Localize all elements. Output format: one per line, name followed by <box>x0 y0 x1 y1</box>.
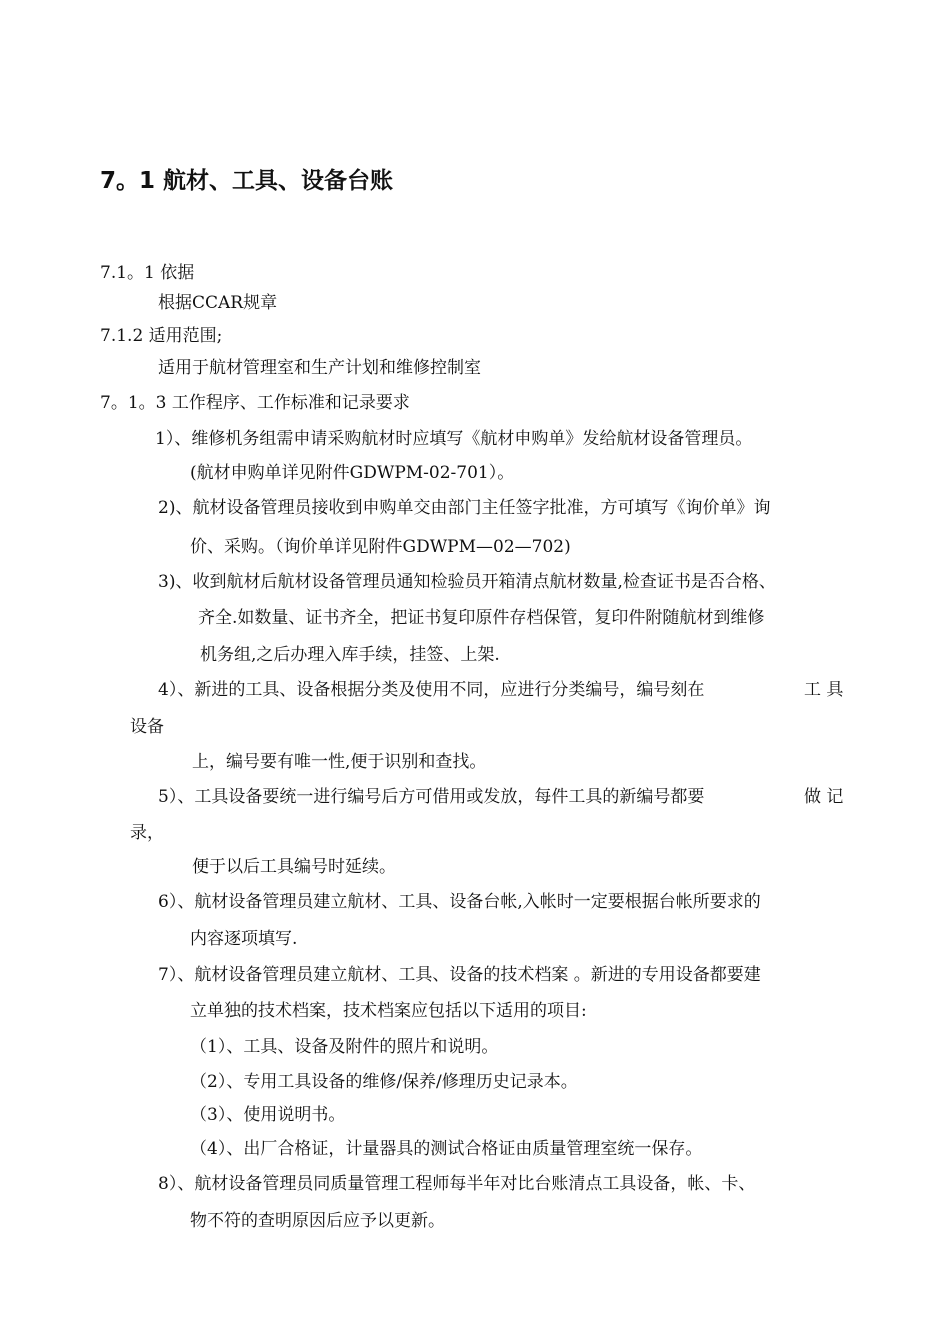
section-heading-basis: 7.1。1 依据 <box>100 263 195 283</box>
section-heading-scope: 7.1.2 适用范围; <box>100 326 223 346</box>
item-5-line-3: 便于以后工具编号时延续。 <box>192 857 396 877</box>
item-7-sub-3: （3）、使用说明书。 <box>190 1105 346 1125</box>
item-4-line-3: 上，编号要有唯一性,便于识别和查找。 <box>192 752 487 772</box>
item-8-line-1: 8）、航材设备管理员同质量管理工程师每半年对比台账清点工具设备，帐、卡、 <box>158 1174 756 1194</box>
item-2-line-1: 2)、航材设备管理员接收到申购单交由部门主任签字批准，方可填写《询价单》询 <box>158 498 771 518</box>
item-5-line-1-tail: 做 记 <box>804 787 844 807</box>
section-heading-procedure: 7。1。3 工作程序、工作标准和记录要求 <box>100 393 410 413</box>
item-6-line-1: 6）、航材设备管理员建立航材、工具、设备台帐,入帐时一定要根据台帐所要求的 <box>158 892 761 912</box>
item-7-line-1: 7）、航材设备管理员建立航材、工具、设备的技术档案 。新进的专用设备都要建 <box>158 965 761 985</box>
item-7-sub-4: （4）、出厂合格证，计量器具的测试合格证由质量管理室统一保存。 <box>190 1139 703 1159</box>
item-4-line-1: 4）、新进的工具、设备根据分类及使用不同，应进行分类编号，编号刻在 <box>158 680 705 700</box>
item-3-line-2: 齐全.如数量、证书齐全，把证书复印原件存档保管，复印件附随航材到维修 <box>198 608 765 628</box>
item-7-sub-1: （1）、工具、设备及附件的照片和说明。 <box>190 1037 499 1057</box>
item-1-line-2: (航材申购单详见附件GDWPM-02-701）。 <box>190 463 515 483</box>
item-5-line-1: 5）、工具设备要统一进行编号后方可借用或发放，每件工具的新编号都要 <box>158 787 705 807</box>
page-title: 7。1 航材、工具、设备台账 <box>100 168 394 194</box>
section-body-scope: 适用于航材管理室和生产计划和维修控制室 <box>158 358 481 378</box>
item-5-line-2: 录， <box>130 823 164 843</box>
section-body-basis: 根据CCAR规章 <box>158 293 278 313</box>
item-3-line-1: 3)、收到航材后航材设备管理员通知检验员开箱清点航材数量,检查证书是否合格、 <box>158 572 776 592</box>
item-4-line-1-tail: 工 具 <box>804 680 844 700</box>
item-7-sub-2: （2）、专用工具设备的维修/保养/修理历史记录本。 <box>190 1072 578 1092</box>
item-1-line-1: 1）、维修机务组需申请采购航材时应填写《航材申购单》发给航材设备管理员。 <box>155 429 753 449</box>
item-6-line-2: 内容逐项填写. <box>190 929 298 949</box>
item-7-line-2: 立单独的技术档案，技术档案应包括以下适用的项目: <box>190 1001 587 1021</box>
item-8-line-2: 物不符的查明原因后应予以更新。 <box>190 1211 445 1231</box>
item-2-line-2: 价、采购。（询价单详见附件GDWPM—02—702) <box>190 537 571 557</box>
item-3-line-3: 机务组,之后办理入库手续，挂签、上架. <box>200 645 500 665</box>
item-4-line-2: 设备 <box>130 717 164 737</box>
